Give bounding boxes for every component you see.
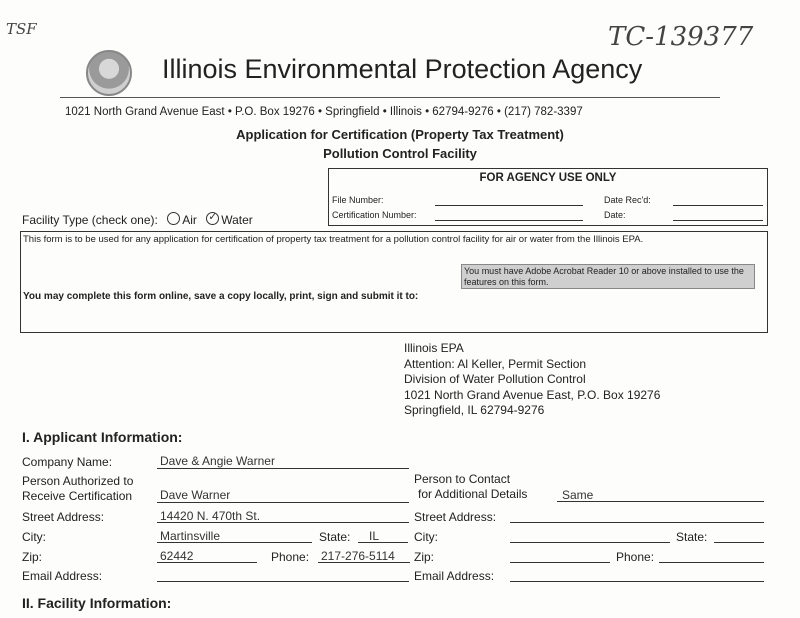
person-authorized-label-1: Person Authorized to: [22, 474, 134, 488]
company-name-value: Dave & Angie Warner: [160, 454, 275, 468]
date-field[interactable]: [673, 220, 763, 221]
agency-address: 1021 North Grand Avenue East • P.O. Box 19276 • Springfield • Illinois • 62794-9276 • (217) 782-3397: [65, 106, 583, 118]
mailing-address: [404, 341, 660, 419]
agency-name: Illinois Environmental Protection Agency: [162, 54, 643, 84]
phone-label: Phone:: [271, 550, 310, 564]
air-radio[interactable]: [167, 212, 180, 225]
company-name-label: Company Name:: [22, 455, 113, 469]
complete-online-text: You may complete this form online, save a copy locally, print, sign and submit it to:: [23, 291, 419, 302]
handwritten-initials: TSF: [6, 20, 37, 38]
agency-use-box: [328, 168, 768, 226]
facility-type-group: [22, 212, 253, 227]
email-label: Email Address:: [22, 569, 103, 583]
acrobat-notice: You must have Adobe Acrobat Reader 10 or above installed to use the features on this form.: [461, 264, 755, 289]
contact-street-field[interactable]: [510, 522, 764, 523]
street-address-value: 14420 N. 470th St.: [160, 509, 261, 523]
contact-email-label: Email Address:: [414, 569, 495, 583]
header-divider: [60, 97, 720, 98]
zip-label: Zip:: [22, 550, 43, 564]
state-value: IL: [369, 529, 380, 543]
person-authorized-label-2: Receive Certification: [22, 489, 133, 503]
form-info-box: [20, 231, 768, 333]
contact-value: Same: [562, 488, 594, 502]
water-radio[interactable]: [206, 212, 219, 225]
company-name-field[interactable]: [157, 468, 409, 469]
certification-number-label: Certification Number:: [332, 210, 417, 220]
section-applicant-heading: I. Applicant Information:: [22, 429, 183, 445]
contact-email-field[interactable]: [510, 581, 764, 582]
handwritten-tracking-number: TC-139377: [608, 22, 754, 52]
mail-line: Division of Water Pollution Control: [404, 372, 586, 386]
zip-value: 62442: [160, 549, 194, 563]
city-label: City:: [22, 530, 46, 544]
person-authorized-value: Dave Warner: [160, 488, 231, 502]
agency-seal-logo: [86, 50, 132, 96]
certification-number-field[interactable]: [435, 220, 583, 221]
contact-phone-field[interactable]: [659, 562, 764, 563]
state-field[interactable]: [358, 542, 408, 543]
contact-street-label: Street Address:: [414, 510, 497, 524]
form-title: Application for Certification (Property Tax Treatment): [236, 127, 564, 142]
street-address-label: Street Address:: [22, 510, 105, 524]
date-label: Date:: [604, 210, 626, 220]
phone-value: 217-276-5114: [321, 549, 395, 563]
agency-use-heading: FOR AGENCY USE ONLY: [479, 172, 617, 184]
file-number-label: File Number:: [332, 195, 384, 205]
mail-line: Springfield, IL 62794-9276: [404, 403, 545, 417]
mail-line: Illinois EPA: [404, 341, 464, 355]
form-subtitle: Pollution Control Facility: [323, 146, 477, 161]
file-number-field[interactable]: [435, 205, 583, 206]
facility-type-label: Facility Type (check one):: [22, 213, 158, 227]
contact-state-field[interactable]: [714, 542, 764, 543]
person-authorized-field[interactable]: [157, 502, 409, 503]
section-facility-heading: II. Facility Information:: [22, 595, 172, 611]
contact-label-1: Person to Contact: [414, 472, 511, 486]
contact-phone-label: Phone:: [616, 550, 655, 564]
water-label: Water: [221, 213, 253, 227]
contact-zip-field[interactable]: [510, 562, 610, 563]
contact-label-2: for Additional Details: [418, 487, 528, 501]
contact-city-field[interactable]: [510, 542, 670, 543]
contact-state-label: State:: [676, 530, 708, 544]
date-received-label: Date Rec'd:: [604, 195, 651, 205]
contact-zip-label: Zip:: [414, 550, 435, 564]
date-received-field[interactable]: [673, 205, 763, 206]
air-label: Air: [182, 213, 197, 227]
contact-city-label: City:: [414, 530, 438, 544]
mail-line: 1021 North Grand Avenue East, P.O. Box 19276: [404, 387, 661, 402]
form-description: This form is to be used for any application for certification of property tax treatment for a pollution control facility for air or water from the Illinois EPA.: [23, 234, 644, 245]
state-label: State:: [319, 530, 351, 544]
mail-line: Attention: Al Keller, Permit Section: [404, 356, 587, 371]
city-value: Martinsville: [160, 529, 221, 543]
email-field[interactable]: [157, 581, 409, 582]
